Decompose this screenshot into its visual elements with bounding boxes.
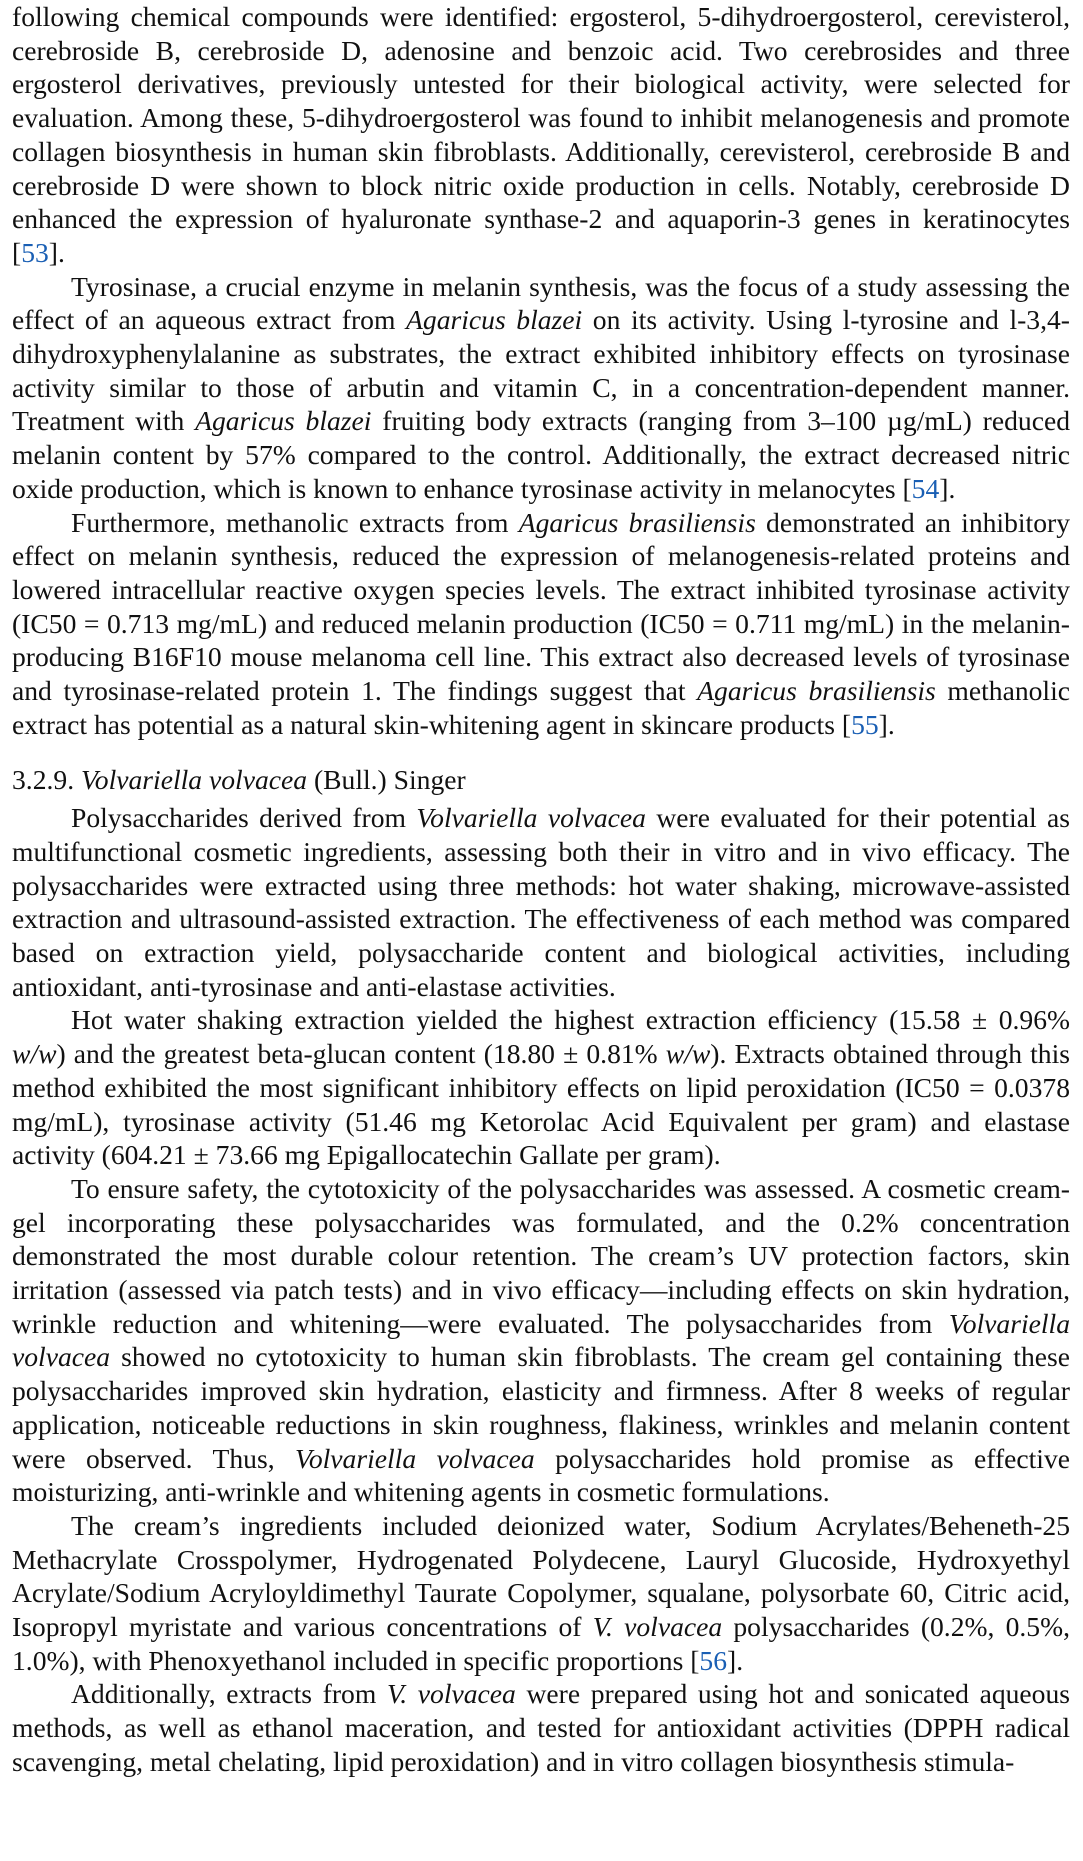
paragraph-tyrosinase: Tyrosinase, a crucial enzyme in melanin synthesis, was the focus of a study assessing the effect of an aqueous extract from Agaricus blazei on its activity. Using l-tyrosine and l-3,4-dihydroxyphenylalanine as substrates, the extract exhibited inhibitory effects on tyrosinase activity similar to those of arbutin and vitamin C, in a concentration-dependent manner. Treatment with Agaricus blazei fruiting body extracts (ranging from 3–100 µg/mL) reduced melanin content by 57% compared to the control. Additionally, the extract decreased nitric oxide production, which is known to enhance tyrosinase activity in melanocytes [54].	[12, 270, 1070, 504]
citation-close: ].	[878, 708, 895, 740]
paragraph-text: were evaluated for their potential as multifunctional cosmetic ingredients, assessing both their in vitro and in vivo efficacy. The polysaccharides were extracted using three methods: hot water shaking, microwave-assisted extraction and ultrasound-assisted extraction. The effectiveness of each method was compared based on extraction yield, polysaccharide content and biological activities, including antioxidant, anti-tyrosinase and anti-elastase activities.	[12, 802, 1071, 1002]
paragraph-text: demonstrated an inhibitory effect on melanin synthesis, reduced the expression of melanogenesis-related proteins and lowered intracellular reactive oxygen species levels. The extract inhibited tyrosinase activity (IC50 = 0.713 mg/mL) and reduced melanin production (IC50 = 0.711 mg/mL) in the melanin-producing B16F10 mouse melanoma cell line. This extract also decreased levels of tyrosinase and tyrosinase-related protein 1. The findings suggest that	[12, 506, 1070, 707]
paragraph-text: The cream’s ingredients included deionized water, Sodium Acrylates/Beheneth-25 Methacrylate Crosspolymer, Hydrogenated Polydecene, Lauryl Glucoside, Hydroxyethyl Acrylate/Sodium Acryloyldimethyl Taurate Copolymer, squalane, polysorbate 60, Citric acid, Isopropyl myristate and various concentrations of	[12, 1509, 1070, 1643]
paragraph-extraction	[12, 1003, 1070, 1172]
paragraph-text: were prepared using hot and sonicated aqueous methods, as well as ethanol maceration, and tested for antioxidant activities (DPPH radical scavenging, metal chelating, lipid peroxidation) and in vitro collagen biosynthesis stimula-	[12, 1678, 1070, 1777]
species-name: Volvariella volvacea	[12, 1307, 1070, 1373]
citation-link-56[interactable]: 56	[699, 1644, 728, 1676]
species-name: V. volvacea	[386, 1678, 516, 1710]
section-heading	[12, 763, 1070, 797]
paragraph-compounds: following chemical compounds were identified: ergosterol, 5-dihydroergosterol, cerevisterol, cerebroside B, cerebroside D, adenosine and benzoic acid. Two cerebrosides and three ergosterol derivatives, previously untested for their biological activity, were selected for evaluation. Among these, 5-dihydroergosterol was found to inhibit melanogenesis and promote collagen biosynthesis in human skin fibroblasts. Additionally, cerevisterol, cerebroside B and cerebroside D were shown to block nitric oxide production in cells. Notably, cerebroside D enhanced the expression of hyaluronate synthase-2 and aquaporin-3 genes in keratinocytes [53].	[12, 1, 1070, 268]
paragraph-text: methanolic extract has potential as a natural skin-whitening agent in skincare products	[12, 675, 1070, 740]
citation-link-53[interactable]: 53	[21, 236, 49, 268]
paragraph-text: polysaccharides hold promise as effective moisturizing, anti-wrinkle and whitening agents in cosmetic formulations.	[12, 1442, 1071, 1508]
paragraph-text: showed no cytotoxicity to human skin fibroblasts. The cream gel containing these polysaccharides improved skin hydration, elasticity and firmness. After 8 weeks of regular application, noticeable reductions in skin roughness, flakiness, wrinkles and melanin content were observed. Thus,	[12, 1341, 1070, 1474]
paragraph-text: fruiting body extracts (ranging from 3–100 µg/mL) reduced melanin content by 57% compared to the control. Additionally, the extract decreased nitric oxide production, which is known to enhance tyrosinase activity in melanocytes	[12, 405, 1070, 504]
paragraph-safety	[12, 1172, 1070, 1509]
paragraph-extracts	[12, 1677, 1070, 1778]
unit-ww: w/w	[12, 1038, 57, 1070]
paragraph-text: Polysaccharides derived from	[71, 802, 417, 834]
species-name: Agaricus blazei	[406, 304, 583, 336]
paragraph-brasiliensis: Furthermore, methanolic extracts from Agaricus brasiliensis demonstrated an inhibitory effect on melanin synthesis, reduced the expression of melanogenesis-related proteins and lowered intracellular reactive oxygen species levels. The extract inhibited tyrosinase activity (IC50 = 0.713 mg/mL) and reduced melanin production (IC50 = 0.711 mg/mL) in the melanin-producing B16F10 mouse melanoma cell line. This extract also decreased levels of tyrosinase and tyrosinase-related protein 1. The findings suggest that Agaricus brasiliensis methanolic extract has potential as a natural skin-whitening agent in skincare products [55].	[12, 506, 1070, 740]
paragraph-ingredients: The cream’s ingredients included deionized water, Sodium Acrylates/Beheneth-25 Methacrylate Crosspolymer, Hydrogenated Polydecene, Lauryl Glucoside, Hydroxyethyl Acrylate/Sodium Acryloyldimethyl Taurate Copolymer, squalane, polysorbate 60, Citric acid, Isopropyl myristate and various concentrations of V. volvacea polysaccharides (0.2%, 0.5%, 1.0%), with Phenoxyethanol included in specific proportions [56].	[12, 1509, 1070, 1676]
document-page	[12, 0, 1070, 1779]
species-name: Agaricus brasiliensis	[518, 506, 756, 538]
citation-link-55[interactable]: 55	[851, 708, 879, 740]
species-name: Agaricus brasiliensis	[697, 675, 936, 707]
paragraph-text: Additionally, extracts from	[71, 1678, 387, 1710]
paragraph-volvariella-intro	[12, 801, 1070, 1003]
species-name: V. volvacea	[592, 1611, 723, 1643]
paragraph-text: Furthermore, methanolic extracts from	[71, 506, 519, 538]
citation-close: ].	[727, 1644, 744, 1676]
paragraph-text: ). Extracts obtained through this method exhibited the most significant inhibitory effects on lipid peroxidation (IC50 = 0.0378 mg/mL), tyrosinase activity (51.46 mg Ketorolac Acid Equivalent per gram) and elastase activity (604.21 ± 73.66 mg Epigallocatechin Gallate per gram).	[12, 1038, 1070, 1171]
paragraph-text: on its activity. Using l-tyrosine and l-3,4-dihydroxyphenylalanine as substrates, the extract exhibited inhibitory effects on tyrosinase activity similar to those of arbutin and vitamin C, in a concentration-dependent manner. Treatment with	[12, 304, 1070, 437]
section-number: 3.2.9.	[12, 764, 75, 796]
citation-close: ].	[939, 472, 956, 504]
paragraph-text: Tyrosinase, a crucial enzyme in melanin synthesis, was the focus of a study assessing the effect of an aqueous extract from	[12, 270, 1070, 336]
paragraph-text: To ensure safety, the cytotoxicity of the polysaccharides was assessed. A cosmetic cream-gel incorporating these polysaccharides was formulated, and the 0.2% concentration demonstrated the most durable colour retention. The cream’s UV protection factors, skin irritation (assessed via patch tests) and in vivo efficacy—including effects on skin hydration, wrinkle reduction and whitening—were evaluated. The polysaccharides from	[12, 1172, 1070, 1339]
section-authority: (Bull.) Singer	[313, 764, 466, 796]
species-name: Volvariella volvacea	[295, 1442, 535, 1474]
paragraph-text: polysaccharides (0.2%, 0.5%, 1.0%), with Phenoxyethanol included in specific proportions	[12, 1611, 1070, 1676]
paragraph-text: ) and the greatest beta-glucan content (18.80 ± 0.81%	[56, 1038, 666, 1070]
section-species: Volvariella volvacea	[81, 764, 308, 796]
species-name: Volvariella volvacea	[416, 802, 646, 834]
species-name: Agaricus blazei	[195, 405, 372, 437]
unit-ww: w/w	[665, 1038, 711, 1070]
paragraph-text: Hot water shaking extraction yielded the highest extraction efficiency (15.58 ± 0.96%	[71, 1004, 1070, 1036]
paragraph-text: following chemical compounds were identified: ergosterol, 5-dihydroergosterol, cerevisterol, cerebroside B, cerebroside D, adenosine and benzoic acid. Two cerebrosides and three ergosterol derivatives, previously untested for their biological activity, were selected for evaluation. Among these, 5-dihydroergosterol was found to inhibit melanogenesis and promote collagen biosynthesis in human skin fibroblasts. Additionally, cerevisterol, cerebroside B and cerebroside D were shown to block nitric oxide production in cells. Notably, cerebroside D enhanced the expression of hyaluronate synthase-2 and aquaporin-3 genes in keratinocytes	[12, 1, 1070, 235]
citation-close: ].	[48, 236, 65, 268]
citation-link-54[interactable]: 54	[911, 472, 940, 504]
